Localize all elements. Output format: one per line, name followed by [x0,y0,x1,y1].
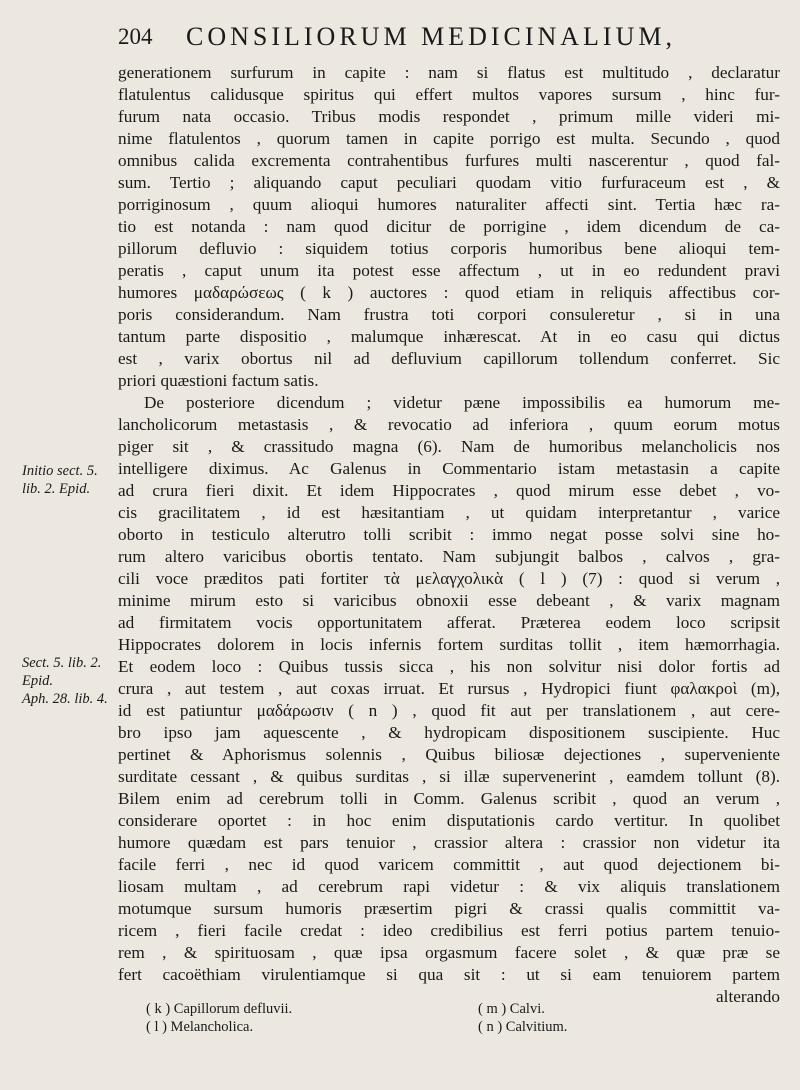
text-line: Hippocrates dolorem in locis infernis fortem surditas tollit , item hæmorrhagia. [118,635,780,654]
text-line: bro ipso jam aquescente , & hydropicam dispositionem suscipiente. Huc [118,723,780,742]
text-line: cis gracilitatem , id est hæsitantiam , ut quidam interpretantur , varice [118,503,780,522]
text-line: piger sit , & crassitudo magna (6). Nam de humoribus melancholicis nos [118,437,780,456]
footnote-k: ( k ) Capillorum defluvii. [146,1001,293,1017]
text-line: ricem , fieri facile credat : ideo credibilius est ferri potius partem tenuio- [118,921,780,940]
text-line: ad crura fieri dixit. Et idem Hippocrates , quod mirum esse debet , vo- [118,481,780,500]
text-line: porriginosum , quum alioqui humores naturaliter affecti sint. Tertia hæc ra- [118,195,780,214]
text-line: liosam multam , ad cerebrum rapi videtur : & vix aliquis translationem [118,877,780,896]
text-line: fert cacoëthiam virulentiamque si qua sit : ut si eam tenuiorem partem [118,965,780,984]
text-line: peratis , caput unum ita potest esse affectum , ut in eo redundent pravi [118,261,780,280]
page-number: 204 [118,24,153,49]
text-line: flatulentus calidusque spiritus qui effert multos vapores sursum , hinc fur- [118,85,780,104]
footnote-n: ( n ) Calvitium. [478,1019,568,1035]
footnotes-right-column [478,1000,718,1036]
text-line: Et eodem loco : Quibus tussis sicca , his non solvitur nisi dolor fortis ad [118,657,780,676]
text-line: intelligere diximus. Ac Galenus in Commentario istam metastasin a capite [118,459,780,478]
text-line: est , varix obortus nil ad defluvium capillorum tollendum conferret. Sic [118,349,780,368]
running-title: CONSILIORUM MEDICINALIUM, [186,22,676,51]
body-text [118,62,780,1008]
text-line: generationem surfurum in capite : nam si flatus est multitudo , declaratur [118,63,780,82]
footnotes-left-column [146,1000,386,1036]
text-line: crura , aut testem , aut coxas irruat. Et rursus , Hydropici fiunt φαλακροὶ (m), [118,679,780,698]
text-line: De posteriore dicendum ; videtur pæne impossibilis ea humorum me- [144,393,780,412]
text-line: tantum parte dispositio , malumque inhærescat. At in eo casu qui dictus [118,327,780,346]
margin-note-line: Initio sect. 5. [22,463,98,479]
text-line: priori quæstioni factum satis. [118,371,319,390]
text-line: rum altero varicibus obortis tentato. Nam subjungit balbos , calvos , gra- [118,547,780,566]
footnote-m: ( m ) Calvi. [478,1001,545,1017]
text-line: oborto in testiculo alterutro tolli scribit : immo negat posse solvi sine ho- [118,525,780,544]
text-line: facile ferri , nec id quod varicem committit , aut quod dejectionem bi- [118,855,780,874]
text-line: minime mirum esto si varicibus obnoxii esse debeant , & varix magnam [118,591,780,610]
text-line: omnibus calida excrementa contrahentibus furfures multi nascerentur , quod fal- [118,151,780,170]
text-line: pertinet & Aphorismus solennis , Quibus biliosæ dejectiones , superveniente [118,745,780,764]
page-header [118,22,718,56]
margin-note-line: Epid. [22,673,54,689]
text-line: motumque sursum humoris præsertim pigri & crassi qualis committit va- [118,899,780,918]
margin-note-line: Sect. 5. lib. 2. [22,655,102,671]
text-line: Bilem enim ad cerebrum tolli in Comm. Galenus scribit , quod an verum , [118,789,780,808]
text-line: nime flatulentos , quorum tamen in capite porrigo est multa. Secundo , quod [118,129,780,148]
catchword: alterando [716,987,780,1006]
text-line: poris considerandum. Nam frustra toti corpori consuleretur , si in una [118,305,780,324]
text-line: surditate cessant , & quibus surditas , si illæ supervenerint , eamdem tollunt (8). [118,767,780,786]
text-line: ad firmitatem vocis opportunitatem afferat. Præterea eodem loco scripsit [118,613,780,632]
text-line: cili voce præditos pati fortiter τὰ μελαγχολικὰ ( l ) (7) : quod si verum , [118,569,780,588]
text-line: pillorum defluvio : siquidem totius corporis humoribus bene alioqui tem- [118,239,780,258]
text-line: rem , & spirituosam , quæ ipsa orgasmum facere solet , & quæ præ se [118,943,780,962]
margin-note-initio [22,462,120,498]
margin-note-sect [22,654,120,708]
text-line: humores μαδαρώσεως ( k ) auctores : quod etiam in reliquis affectibus cor- [118,283,780,302]
margin-note-line: Aph. 28. lib. 4. [22,691,108,707]
text-line: sum. Tertio ; aliquando caput peculiari quodam vitio furfuraceum est , & [118,173,780,192]
text-line: id est patiuntur μαδάρωσιν ( n ) , quod fit aut per translationem , aut cere- [118,701,780,720]
text-line: humore quædam est pars tenuior , crassior altera : crassior non videtur ita [118,833,780,852]
text-line: lancholicorum metastasis , & revocatio ad inferiora , quum eorum motus [118,415,780,434]
text-line: tio est notanda : nam quod dicitur de porrigine , idem dicendum de ca- [118,217,780,236]
text-line: furum nata occasio. Tribus modis respondet , primum mille videri mi- [118,107,780,126]
text-line: considerare oportet : in hoc enim disputationis cardo vertitur. In quolibet [118,811,780,830]
margin-note-line: lib. 2. Epid. [22,481,91,497]
footnote-l: ( l ) Melancholica. [146,1019,254,1035]
